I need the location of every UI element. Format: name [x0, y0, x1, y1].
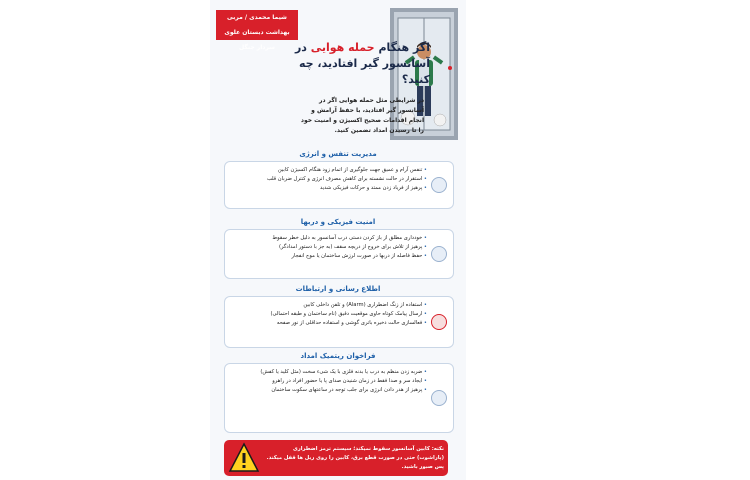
warning-banner: [224, 440, 448, 476]
list-item: • پرهیز از فریاد زدن ممتد و حرکات فیزیکی شدید: [229, 184, 427, 193]
section-title-breathing: مدیریت تنفس و انرژی: [299, 150, 377, 158]
bullet-list: [229, 301, 427, 328]
section-card-rescue: [224, 363, 454, 433]
list-item: • حفظ فاصله از دربها در صورت لرزش ساختمان یا موج انفجار: [229, 252, 427, 261]
intro-paragraph: در شرایطی مثل حمله هوایی اگر در آسانسور گیر افتادید، با حفظ آرامش و انجام اقدامات صحیح اکسیژن و امنیت خود را تا رسیدن امداد تضمین کنید.: [300, 97, 424, 134]
infographic-poster: [210, 0, 466, 480]
list-item: • پرهیز از تلاش برای خروج از دریچه سقف (به جز با دستور امدادگر): [229, 243, 427, 252]
breathing-icon: [431, 177, 447, 193]
title-part1: اگر هنگام: [374, 41, 430, 54]
list-item: • ایجاد سر و صدا فقط در زمان شنیدن صدای پا یا حضور افراد در راهرو: [229, 377, 427, 386]
author-credit-badge: [216, 10, 298, 51]
title-highlight: حمله هوایی: [310, 41, 375, 54]
author-credit-line1: شیما محمدی / مربی بهداشت دبستان علوی: [224, 14, 290, 36]
section-card-safety: [224, 229, 454, 279]
list-item: • ارسال پیامک کوتاه حاوی موقعیت دقیق (نام ساختمان و طبقه احتمالی): [229, 310, 427, 319]
author-credit-line2: سردار جنگل: [239, 44, 275, 51]
title-line2: آسانسور گیر افتادید، چه کنید؟: [299, 57, 430, 86]
section-card-breathing: [224, 161, 454, 209]
bullet-list: [229, 166, 427, 193]
list-item: • ضربه زدن منظم به درب یا بدنه فلزی با یک شیء سخت (مثل کلید یا کفش): [229, 368, 427, 377]
warning-line3: پس صبور باشید.: [401, 464, 444, 470]
list-item: • فعالسازی حالت ذخیره باتری گوشی و استفاده حداقلی از نور صفحه: [229, 319, 427, 328]
knock-icon: [431, 390, 447, 406]
page-title: [290, 40, 430, 88]
bullet-list: [229, 234, 427, 261]
alarm-icon: [431, 314, 447, 330]
warning-triangle-icon: [228, 442, 260, 474]
bullet-list: [229, 368, 427, 395]
warning-line1: نکته: کابین آسانسور سقوط نمیکند؛ سیستم ترمز اضطراری: [292, 446, 444, 452]
warning-text: [266, 445, 444, 472]
section-title-rescue: فراخوان ریتمیک امداد: [300, 352, 376, 360]
list-item: • تنفس آرام و عمیق جهت جلوگیری از اتمام زود هنگام اکسیژن کابین: [229, 166, 427, 175]
list-item: • استفاده از زنگ اضطراری (Alarm) و تلفن داخلی کابین: [229, 301, 427, 310]
list-item: • پرهیز از هدر دادن انرژی برای جلب توجه در ساعتهای سکوت ساختمان: [229, 386, 427, 395]
warning-line2: (پاراشوت) حتی در صورت قطع برق، کابین را روی ریل ها قفل میکند.: [266, 455, 444, 461]
door-icon: [431, 246, 447, 262]
section-title-safety: امنیت فیزیکی و دربها: [300, 218, 376, 226]
section-title-communication: اطلاع رسانی و ارتباطات: [295, 285, 381, 293]
title-part2: در: [294, 41, 311, 54]
list-item: • استقرار در حالت نشسته برای کاهش مصرف انرژی و کنترل ضربان قلب: [229, 175, 427, 184]
section-card-communication: [224, 296, 454, 348]
list-item: • خودداری مطلق از باز کردن دستی درب آسانسور به دلیل خطر سقوط: [229, 234, 427, 243]
